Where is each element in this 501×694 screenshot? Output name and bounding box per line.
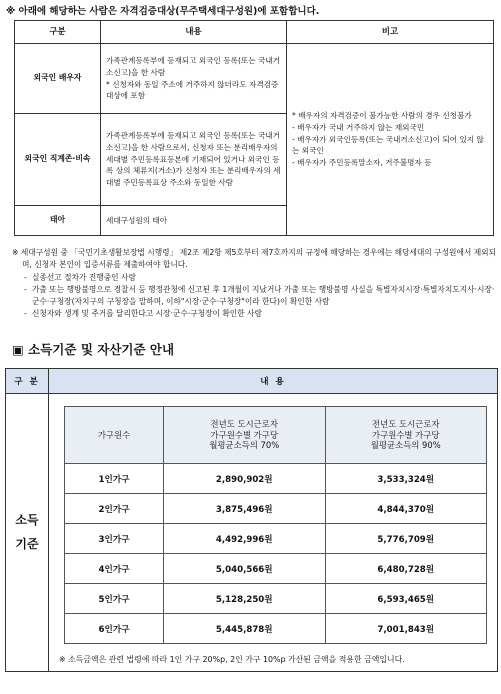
criteria-header-row: [6, 369, 498, 394]
income-header-row: [65, 407, 487, 464]
income-footnote: ※ 소득금액은 관련 법령에 따라 1인 가구 20%p, 2인 가구 10%p 가산된 금액을 적용한 금액입니다.: [59, 655, 405, 664]
criteria-header-content: 내 용: [49, 369, 498, 394]
list-item: - 가출 또는 행방불명으로 경찰서 등 행정관청에 신고된 후 1개월이 지났거나 가출 또는 행방불명 사실을 특별자치시장·특별자치도지사·시장·군수·구청장(자치구의 구청장을 말하며, 이하"시장·군수·구청장"이라 한다)이 확인한 사람: [24, 284, 498, 308]
col-household: 가구원수: [65, 407, 164, 464]
income-70: 5,128,250원: [164, 584, 326, 614]
table-row: [65, 584, 487, 614]
exclusion-notes: [12, 247, 498, 320]
table-row: [65, 494, 487, 524]
criteria-category: 소득 기준: [6, 394, 49, 672]
income-90: 6,593,465원: [325, 584, 487, 614]
income-70: 5,040,566원: [164, 554, 326, 584]
income-90: 4,844,370원: [325, 494, 487, 524]
section-title: ▣ 소득기준 및 자산기준 안내: [12, 342, 175, 357]
header-category: 구분: [15, 21, 101, 44]
criteria-content: [49, 394, 498, 672]
row-content: 가족관계등록부에 등재되고 외국인 등록(또는 국내거소신고)을 한 사람 * 신청자와 동일 주소에 거주하지 않더라도 자격검증대상에 포함: [101, 44, 287, 114]
header-content: 내용: [101, 21, 287, 44]
household-size: 4인가구: [65, 554, 164, 584]
table-row: [65, 464, 487, 494]
household-size: 1인가구: [65, 464, 164, 494]
income-90: 3,533,324원: [325, 464, 487, 494]
eligibility-table: [14, 20, 494, 236]
row-category: 외국인 배우자: [15, 44, 101, 114]
income-table: [64, 406, 487, 644]
income-70: 2,890,902원: [164, 464, 326, 494]
exclusion-list: [12, 272, 498, 320]
income-70: 4,492,996원: [164, 524, 326, 554]
criteria-row: [6, 394, 498, 672]
col-70-percent: 전년도 도시근로자 가구원수별 가구당 월평균소득의 70%: [164, 407, 326, 464]
table-row: [65, 554, 487, 584]
row-content: 세대구성원의 태아: [101, 206, 287, 236]
income-70: 5,445,878원: [164, 614, 326, 644]
header-remark: 비고: [287, 21, 494, 44]
intro-note: ※ 아래에 해당하는 사람은 자격검증대상(무주택세대구성원)에 포함합니다.: [6, 6, 320, 17]
row-category: 태아: [15, 206, 101, 236]
household-size: 6인가구: [65, 614, 164, 644]
list-item: - 신청자와 생계 및 주거를 달리한다고 시장·군수·구청장이 확인한 사람: [24, 308, 498, 320]
exclusion-note-main: ※ 세대구성원 중 「국민기초생활보장법 시행령」 제2조 제2항 제5호부터 제7호까지의 규정에 해당하는 경우에는 해당세대의 구성원에서 제외되며, 신청자 본인이 입증서류를 제출하여야 합니다.: [12, 248, 497, 269]
row-category: 외국인 직계존·비속: [15, 114, 101, 206]
table-row: [15, 44, 494, 114]
list-item: - 실종선고 절차가 진행중인 사람: [24, 272, 498, 284]
income-70: 3,875,496원: [164, 494, 326, 524]
income-90: 7,001,843원: [325, 614, 487, 644]
table-row: [65, 524, 487, 554]
household-size: 2인가구: [65, 494, 164, 524]
row-content: 가족관계등록부에 등재되고 외국인 등록(또는 국내거소신고)을 한 사람으로서, 신청자 또는 분리배우자의 세대별 주민등록표등본에 기재되어 있거나 외국인 등록 상의 체류지(거소)가 신청자 또는 분리배우자의 세대별 주민등록표상 주소와 동일한 사람: [101, 114, 287, 206]
table-header-row: [15, 21, 494, 44]
table-row: [65, 614, 487, 644]
criteria-table: [5, 368, 498, 672]
remark-cell: * 배우자의 자격검증이 불가능한 사람의 경우 신청불가 - 배우자가 국내 거주하지 않는 재외국민 - 배우자가 외국인등록(또는 국내거소신고)이 되어 있지 않는 외국인 - 배우자가 주민등록말소자, 거주불명자 등: [287, 44, 494, 236]
col-90-percent: 전년도 도시근로자 가구원수별 가구당 월평균소득의 90%: [325, 407, 487, 464]
household-size: 5인가구: [65, 584, 164, 614]
income-90: 6,480,728원: [325, 554, 487, 584]
household-size: 3인가구: [65, 524, 164, 554]
criteria-header-category: 구 분: [6, 369, 49, 394]
income-90: 5,776,709원: [325, 524, 487, 554]
